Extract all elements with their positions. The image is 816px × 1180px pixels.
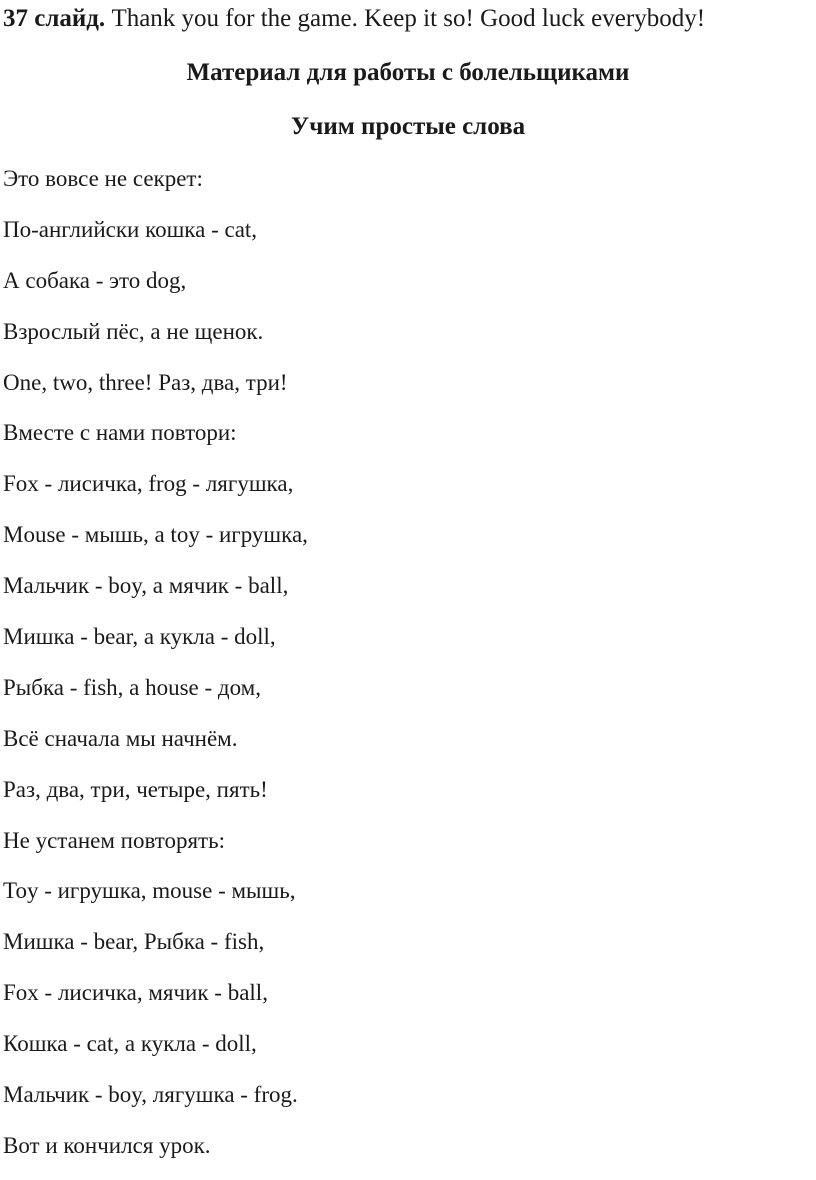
poem-line: Мальчик - boy, лягушка - frog. (3, 1082, 298, 1108)
poem-line: Мальчик - boy, а мячик - ball, (3, 573, 289, 599)
poem-line: Fox - лисичка, мячик - ball, (3, 980, 268, 1006)
poem-line: Кошка - cat, а кукла - doll, (3, 1031, 257, 1057)
poem-line: Взрослый пёс, а не щенок. (3, 318, 264, 344)
poem-line: Рыбка - fish, а house - дом, (3, 674, 261, 700)
poem-line: Toy - игрушка, mouse - мышь, (3, 878, 296, 904)
poem-lines (3, 162, 308, 1180)
poem-line: Раз, два, три, четыре, пять! (3, 776, 268, 802)
poem-line: Мишка - bear, Рыбка - fish, (3, 929, 265, 955)
poem-line: Вот и кончился урок. (3, 1132, 211, 1158)
poem-line: One, two, three! Раз, два, три! (3, 369, 288, 395)
slide-text: Thank you for the game. Keep it so! Good luck everybody! (105, 5, 706, 32)
slide-line (3, 2, 705, 36)
poem-line: Это вовсе не секрет: (3, 166, 203, 191)
section-subtitle: Учим простые слова (290, 113, 526, 140)
section-title: Материал для работы с болельщиками (186, 59, 630, 86)
poem-line: Мишка - bear, а кукла - doll, (3, 624, 276, 650)
poem-line: По-английски кошка - cat, (3, 216, 258, 242)
slide-number: 37 слайд. (3, 5, 106, 32)
poem-line: Mouse - мышь, а toy - игрушка, (3, 522, 308, 548)
poem-line: Всё сначала мы начнём. (3, 725, 238, 751)
poem-line: Fox - лисичка, frog - лягушка, (3, 471, 294, 497)
poem-line: Не устанем повторять: (3, 827, 225, 853)
poem-line: Вместе с нами повтори: (3, 420, 237, 446)
poem-line: А собака - это dog, (3, 267, 187, 293)
